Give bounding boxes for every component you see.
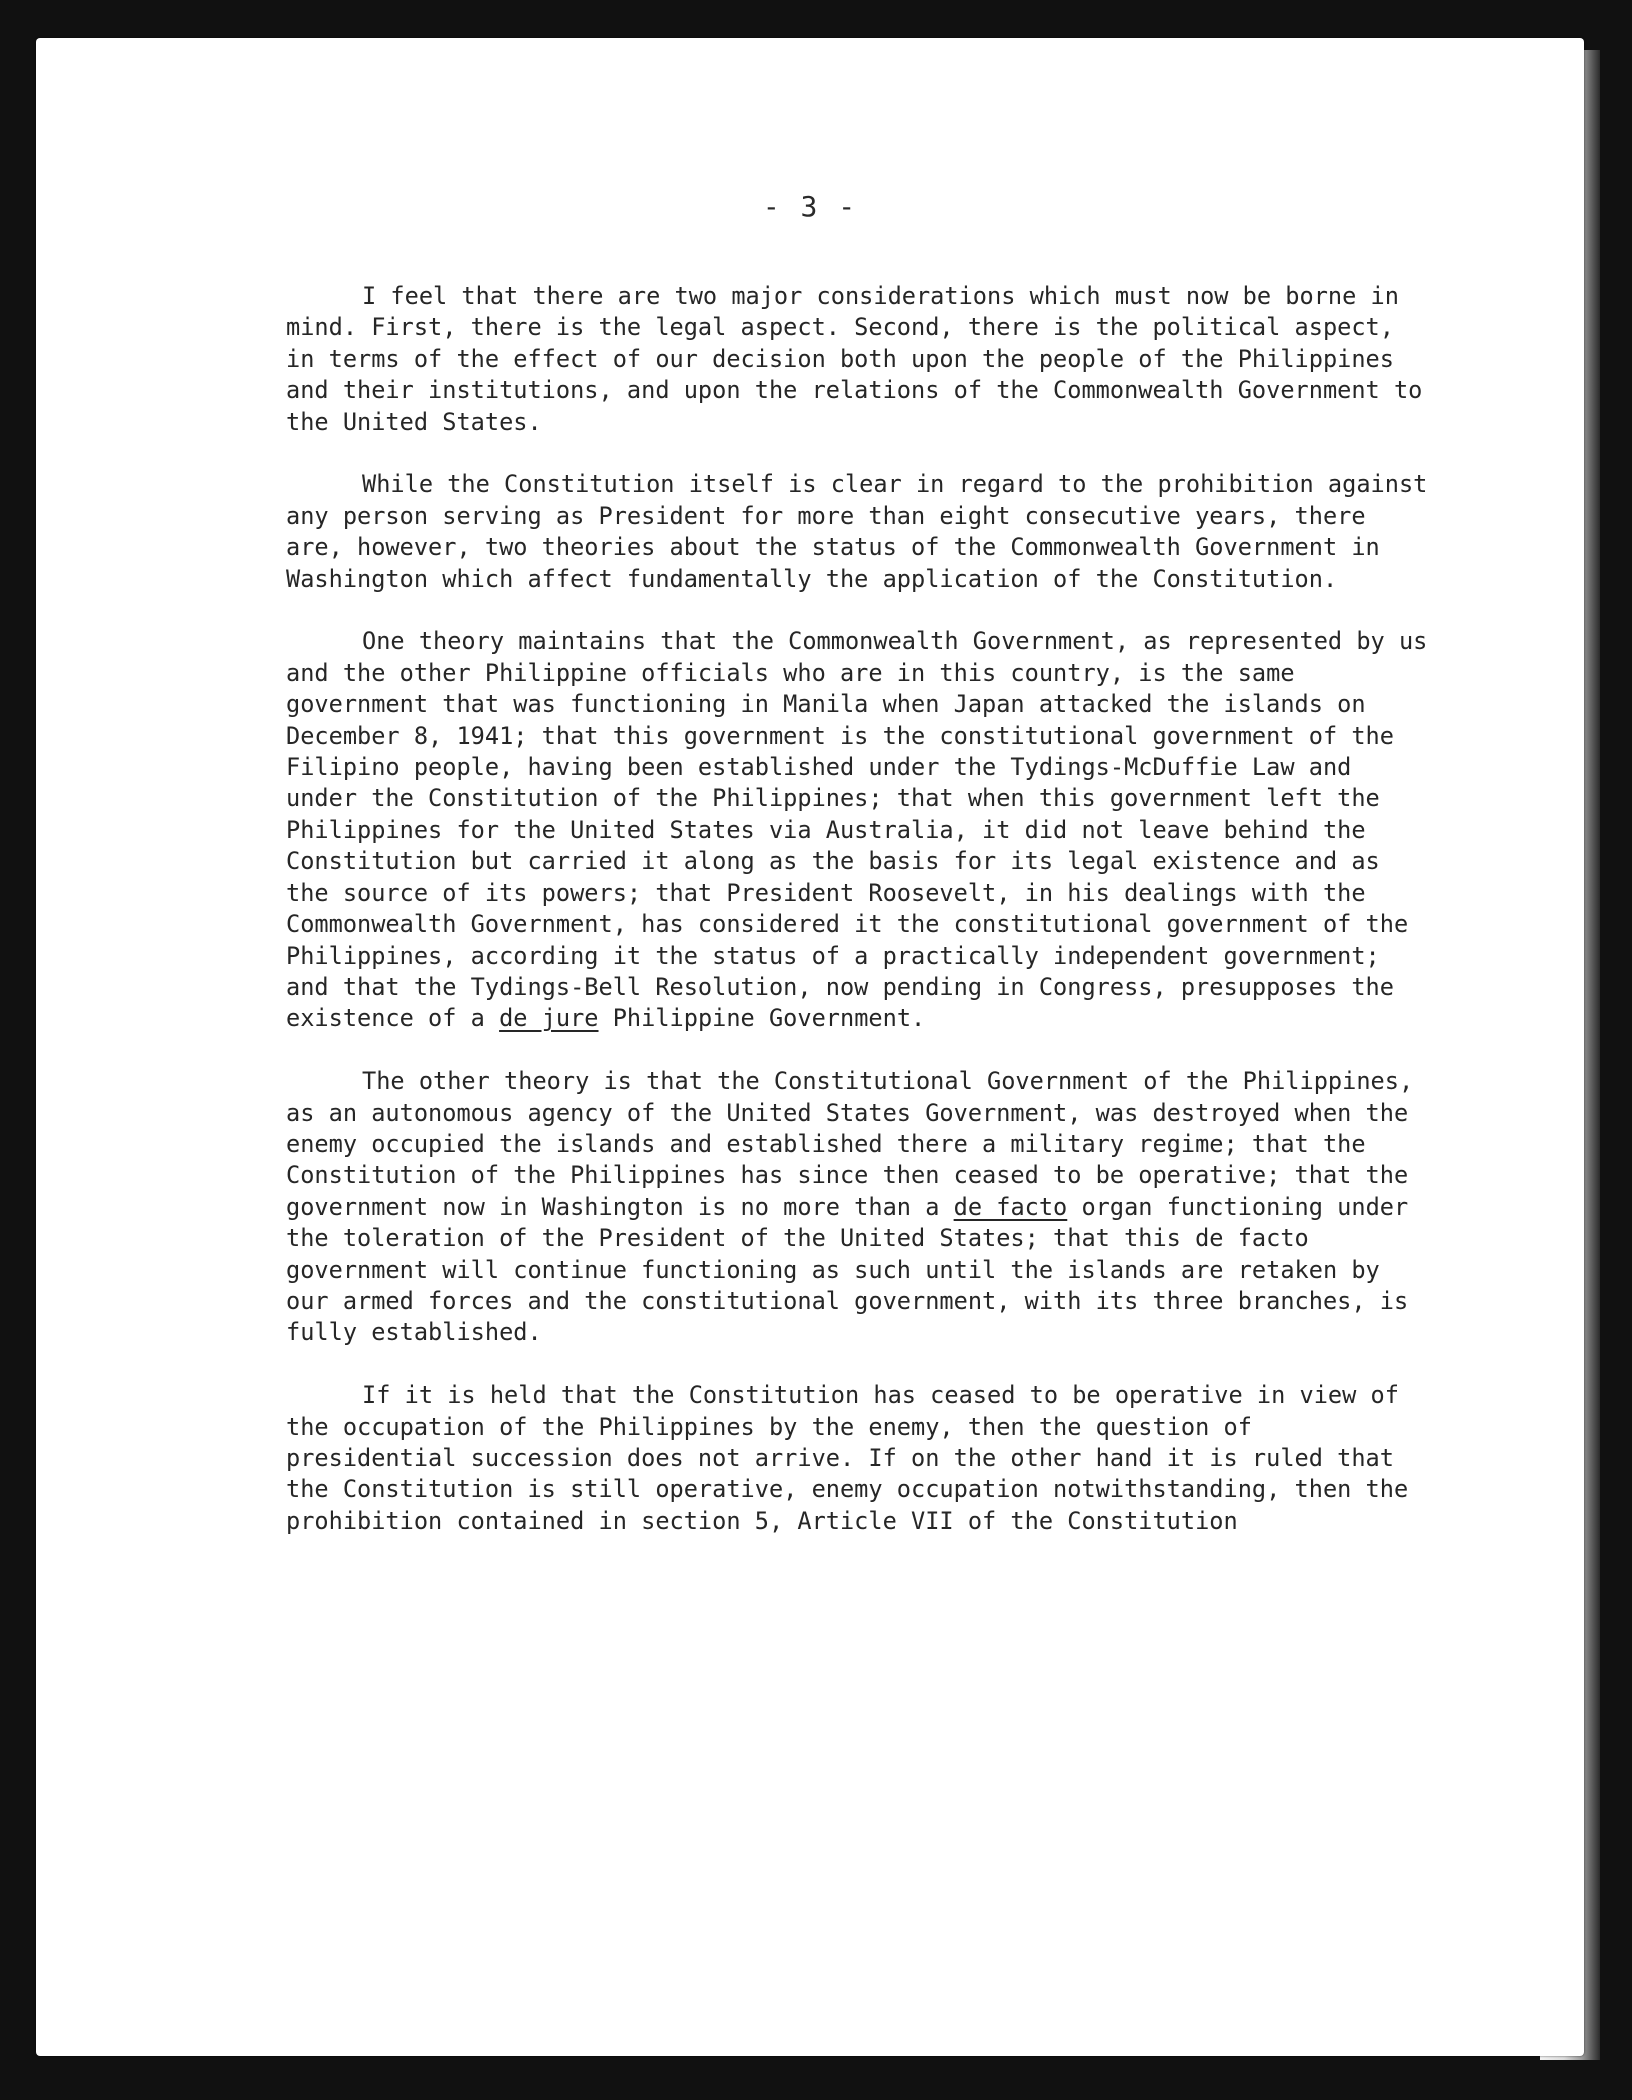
paragraph-4-text-b: organ functioning under the toleration of the President of the United States; that this de facto government will continue functioning as such until the islands are retaken by our armed forces and the constitutional government, with its three branches, is fully established.: [286, 1192, 1409, 1347]
paragraph-5: If it is held that the Constitution has ceased to be operative in view of the occupation of the Philippines by the enemy, then the question of presidential succession does not arrive. If on the other hand it is ruled that the Constitution is still operative, enemy occupation notwithstanding, then the prohibition contained in section 5, Article VII of the Constitution: [286, 1381, 1409, 1535]
paragraph-4-text-a: The other theory is that the Constitutional Government of the Philippines, as an autonomous agency of the United States Government, was destroyed when the enemy occupied the islands and established there a military regime; that the Constitution of the Philippines has since then ceased to be operative; that the government now in Washington is no more than a: [286, 1067, 1414, 1221]
paragraph-3-text-b: Philippine Government.: [598, 1004, 926, 1033]
paragraph-2: While the Constitution itself is clear in regard to the prohibition against any person serving as President for more than eight consecutive years, there are, however, two theories about the status of the Commonwealth Government in Washington which affect fundamentally the application of the Constitution.: [286, 470, 1428, 593]
document-page: [36, 38, 1584, 2056]
page-number: - 3 -: [762, 190, 858, 223]
paragraph-1: I feel that there are two major considerations which must now be borne in mind. First, there is the legal aspect. Second, there is the political aspect, in terms of the effect of our decision both upon the people of the Philippines and their institutions, and upon the relations of the Commonwealth Government to the United States.: [286, 282, 1423, 436]
paragraph-3-text-a: One theory maintains that the Commonwealth Government, as represented by us and the other Philippine officials who are in this country, is the same government that was functioning in Manila when Japan attacked the islands on December 8, 1941; that this government is the constitutional government of the Filipino people, having been established under the Tydings-McDuffie Law and under the Constitution of the Philippines; that when this government left the Philippines for the United States via Australia, it did not leave behind the Constitution but carried it along as the basis for its legal existence and as the source of its powers; that President Roosevelt, in his dealings with the Commonwealth Government, has considered it the constitutional government of the Philippines, according it the status of a practically independent government; and that the Tydings-Bell Resolution, now pending in Congress, presupposes the existence of a: [286, 627, 1428, 1033]
paragraph-4: [286, 1066, 1436, 1349]
body-text: [286, 281, 1436, 1537]
paragraph-3: [286, 626, 1436, 1034]
underlined-de-jure: de jure: [499, 1004, 599, 1033]
underlined-de-facto: de facto: [953, 1192, 1068, 1221]
